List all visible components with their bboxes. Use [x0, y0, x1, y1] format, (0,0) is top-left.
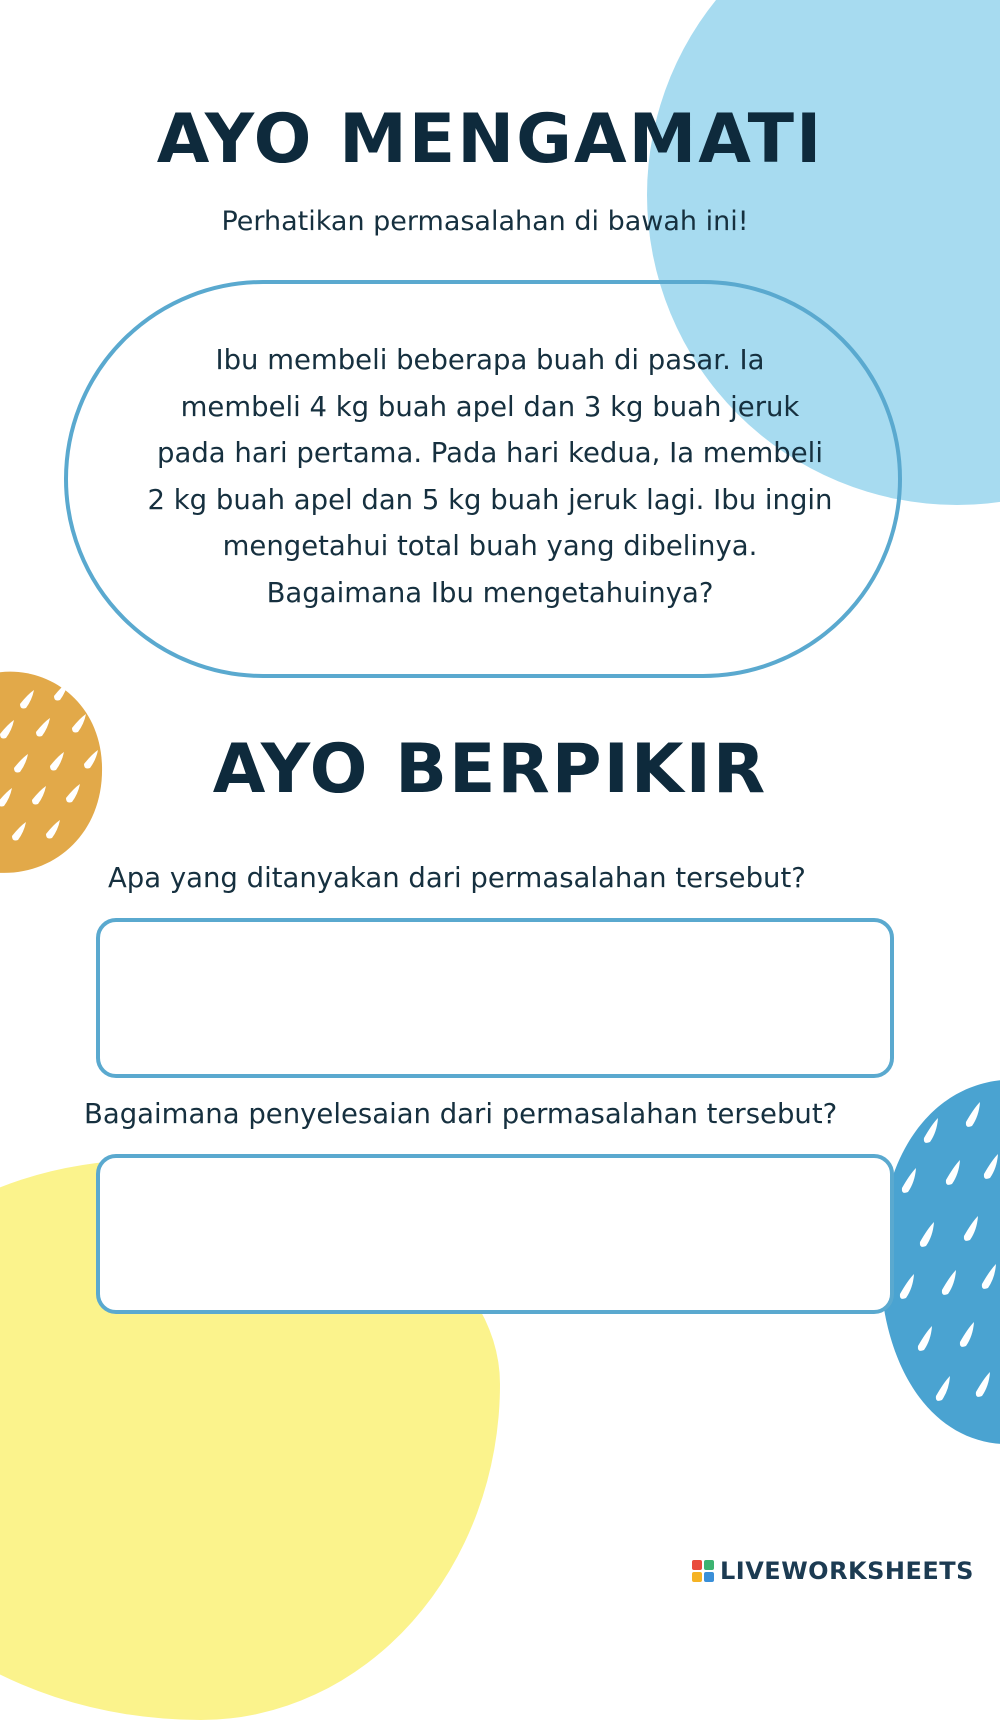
section-subtitle: Perhatikan permasalahan di bawah ini!	[221, 206, 749, 237]
problem-line: membeli 4 kg buah apel dan 3 kg buah jeruk	[180, 390, 800, 423]
answer-box-solution[interactable]	[96, 1154, 894, 1314]
problem-line: Ibu membeli beberapa buah di pasar. Ia	[215, 344, 765, 376]
brand-name: LIVEWORKSHEETS	[720, 1557, 974, 1585]
section-title-observe: AYO MENGAMATI	[156, 100, 824, 179]
question-label-solution: Bagaimana penyelesaian dari permasalahan tersebut?	[84, 1098, 838, 1130]
problem-line: Bagaimana Ibu mengetahuinya?	[266, 576, 714, 609]
liveworksheets-logo-icon	[692, 1560, 714, 1582]
problem-line: pada hari pertama. Pada hari kedua, Ia membeli	[157, 437, 823, 469]
question-label-asked: Apa yang ditanyakan dari permasalahan tersebut?	[108, 862, 806, 894]
section-title-think: AYO BERPIKIR	[212, 730, 768, 809]
problem-text	[130, 337, 850, 616]
problem-line: 2 kg buah apel dan 5 kg buah jeruk lagi. Ibu ingin	[147, 483, 833, 516]
answer-box-asked[interactable]	[96, 918, 894, 1078]
brand-footer[interactable]	[692, 1556, 974, 1586]
problem-line: mengetahui total buah yang dibelinya.	[222, 530, 758, 562]
